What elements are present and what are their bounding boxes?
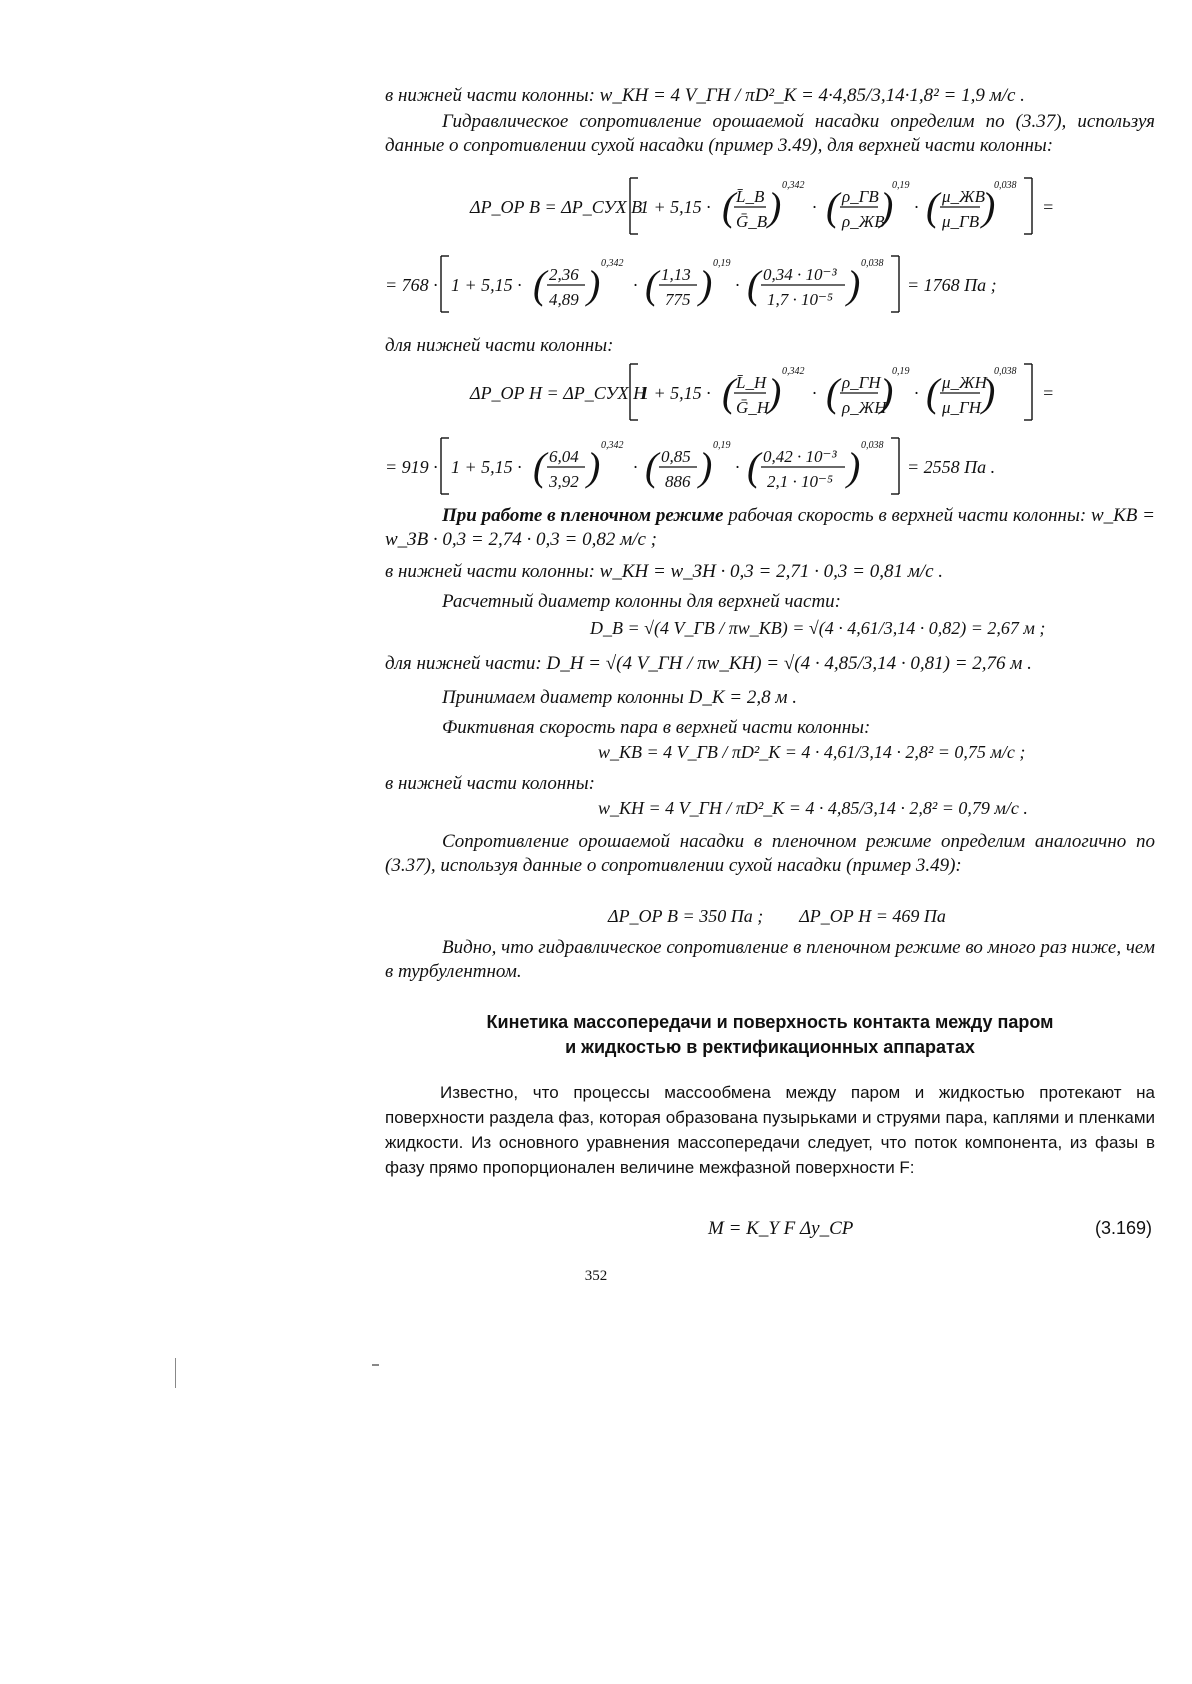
eq1-eq: =	[1042, 197, 1055, 217]
eq1b-prefix: = 768 ·	[385, 275, 438, 295]
eq1b-f2d: 775	[665, 290, 691, 309]
svg-text:(: (	[722, 370, 736, 415]
eq2-e2: 0,19	[892, 366, 910, 377]
eq1b-e3: 0,038	[861, 258, 884, 269]
equation-resistance-values	[608, 906, 946, 927]
text-calc-diameter	[385, 590, 1155, 614]
calc-diameter-text: Расчетный диаметр колонны для верхней части:	[442, 591, 842, 612]
svg-text:(: (	[747, 262, 761, 307]
svg-text:): )	[587, 444, 601, 489]
svg-text:·: ·	[914, 383, 919, 403]
section-heading-line1: Кинетика массопередачи и поверхность контакта между паром	[486, 1012, 1054, 1032]
eq2-f1n: L̄_Н	[736, 373, 767, 392]
equation-upper-symbolic	[440, 172, 1140, 242]
eq1-coef: 1 + 5,15 ·	[640, 197, 711, 217]
eq2b-e1: 0,342	[601, 440, 624, 451]
paren: (	[722, 184, 736, 229]
paragraph-hydraulic-resistance-text: Гидравлическое сопротивление орошаемой насадки определим по (3.37), используя данные о сопротивлении сухой насадки (пример 3.49), для верхней части колонны:	[385, 111, 1155, 156]
film-mode-bold: При работе в пленочном режиме	[442, 505, 724, 526]
eq2-eq: =	[1042, 383, 1055, 403]
svg-text:(: (	[645, 444, 659, 489]
eq1b-coef: 1 + 5,15 ·	[451, 275, 522, 295]
svg-text:·: ·	[812, 197, 817, 217]
eq1-f1n: L̄_В	[736, 187, 765, 206]
svg-text:(: (	[826, 184, 840, 229]
paragraph-film-mode	[385, 504, 1155, 552]
lower-part-label: для нижней части колонны:	[385, 335, 614, 356]
eq2b-f2d: 886	[665, 472, 691, 491]
text-fictive-lower-label	[385, 772, 1155, 796]
svg-text:(: (	[533, 444, 547, 489]
equation-number: (3.169)	[1094, 1218, 1152, 1238]
svg-text:·: ·	[633, 275, 638, 295]
svg-text:): )	[847, 444, 861, 489]
svg-text:·: ·	[735, 275, 740, 295]
eq2b-e3: 0,038	[861, 440, 884, 451]
svg-text:): )	[768, 370, 782, 415]
text-diameter-lower	[385, 652, 1155, 676]
eq1b-f3n: 0,34 · 10⁻³	[763, 265, 837, 284]
equation-lower-symbolic	[440, 358, 1140, 428]
scan-artifact-line	[175, 1358, 176, 1388]
svg-text:·: ·	[735, 457, 740, 477]
svg-text:): )	[768, 184, 782, 229]
text-fictive-velocity	[385, 716, 1155, 740]
eq2-lhs: ΔP_ОР Н = ΔP_СУХ Н	[470, 383, 647, 403]
equation-lower-numeric	[385, 432, 1125, 502]
eq1b-f2n: 1,13	[661, 265, 691, 284]
eq2-f2n: ρ_ГН	[842, 373, 881, 392]
section-heading	[385, 1010, 1155, 1060]
paragraph-mass-transfer	[385, 1080, 1155, 1180]
conclusion-text: Видно, что гидравлическое сопротивление в пленочном режиме во много раз ниже, чем в турбулентном.	[385, 937, 1155, 982]
film-mode-rest: рабочая скорость в верхней части колонны: w_КВ = w_ЗВ · 0,3 = 2,74 · 0,3 = 0,82 м/с ;	[385, 505, 1156, 550]
eq2b-prefix: = 919 ·	[385, 457, 438, 477]
svg-text:): )	[847, 262, 861, 307]
svg-text:): )	[699, 262, 713, 307]
film-resistance-text: Сопротивление орошаемой насадки в пленочном режиме определим аналогично по (3.37), используя данные о сопротивлении сухой насадки (пример 3.49):	[385, 831, 1155, 876]
svg-text:(: (	[747, 444, 761, 489]
svg-text:): )	[880, 370, 894, 415]
equation-fictive-lower	[598, 798, 1028, 819]
fictive-lower-label: в нижней части колонны:	[385, 773, 595, 794]
paragraph-conclusion	[385, 936, 1155, 984]
resistance-values-text: ΔP_ОР В = 350 Па ; ΔP_ОР Н = 469 Па	[608, 906, 946, 926]
text-accept-diameter	[385, 686, 1155, 710]
film-lower-text: в нижней части колонны: w_КН = w_ЗН · 0,3 = 2,71 · 0,3 = 0,81 м/с .	[385, 561, 944, 582]
eq2b-f3d: 2,1 · 10⁻⁵	[767, 472, 833, 491]
eq2-f1d: Ḡ_Н	[736, 398, 770, 417]
svg-text:): )	[982, 184, 996, 229]
eq2-e1: 0,342	[782, 366, 805, 377]
text-film-lower	[385, 560, 1155, 584]
svg-text:·: ·	[633, 457, 638, 477]
eq2b-result: = 2558 Па .	[907, 457, 996, 477]
eq1-f3d: μ_ГВ	[942, 212, 980, 231]
svg-text:): )	[587, 262, 601, 307]
eq1-e2: 0,19	[892, 180, 910, 191]
eq2b-f3n: 0,42 · 10⁻³	[763, 447, 837, 466]
fictive-velocity-text: Фиктивная скорость пара в верхней части колонны:	[442, 717, 871, 738]
final-equation-text: M = K_Y F Δy_СР	[708, 1218, 854, 1239]
scan-artifact-dash	[372, 1364, 379, 1366]
svg-text:(: (	[645, 262, 659, 307]
paragraph-hydraulic-resistance	[385, 110, 1155, 158]
eq1-f3n: μ_ЖВ	[942, 187, 985, 206]
paragraph-film-resistance	[385, 830, 1155, 878]
fictive-upper-text: w_КВ = 4 V_ГВ / πD²_К = 4 · 4,61/3,14 · 2,8² = 0,75 м/с ;	[598, 742, 1026, 762]
eq2b-f1n: 6,04	[549, 447, 579, 466]
eq1-lhs: ΔP_ОР В = ΔP_СУХ В	[470, 197, 643, 217]
svg-text:·: ·	[812, 383, 817, 403]
section-heading-line2: и жидкостью в ректификационных аппаратах	[565, 1037, 975, 1057]
equation-final	[708, 1218, 853, 1240]
diameter-upper-text: D_В = √(4 V_ГВ / πw_КВ) = √(4 · 4,61/3,14 · 0,82) = 2,67 м ;	[590, 618, 1046, 638]
eq1-f1d: Ḡ_В	[736, 212, 768, 231]
svg-text:(: (	[826, 370, 840, 415]
eq2-f3n: μ_ЖН	[942, 373, 987, 392]
text-line-lower-velocity	[385, 84, 1155, 108]
eq1-e3: 0,038	[994, 180, 1017, 191]
equation-upper-numeric	[385, 250, 1125, 320]
equation-diameter-upper	[590, 618, 1045, 639]
eq2-e3: 0,038	[994, 366, 1017, 377]
eq2-f3d: μ_ГН	[942, 398, 981, 417]
eq2-coef: 1 + 5,15 ·	[640, 383, 711, 403]
svg-text:(: (	[533, 262, 547, 307]
mass-transfer-text: Известно, что процессы массообмена между паром и жидкостью протекают на поверхности раздела фаз, которая образована пузырьками и струями пара, каплями и пленками жидкости. Из основного уравнения массопередачи следует, что поток компонента, из фазы в фазу прямо пропорционален величине межфазной поверхности F:	[385, 1083, 1155, 1177]
svg-text:·: ·	[914, 197, 919, 217]
eq1b-e2: 0,19	[713, 258, 731, 269]
eq2b-f1d: 3,92	[549, 472, 579, 491]
fictive-lower-text: w_КН = 4 V_ГН / πD²_К = 4 · 4,85/3,14 · 2,8² = 0,79 м/с .	[598, 798, 1028, 818]
svg-text:): )	[880, 184, 894, 229]
svg-text:(: (	[926, 370, 940, 415]
svg-text:(: (	[926, 184, 940, 229]
eq1b-e1: 0,342	[601, 258, 624, 269]
eq1-f2d: ρ_ЖВ	[842, 212, 885, 231]
eq2b-e2: 0,19	[713, 440, 731, 451]
accept-diameter-text: Принимаем диаметр колонны D_К = 2,8 м .	[442, 687, 797, 708]
text-lower-part-label	[385, 334, 1155, 358]
eq1-f2n: ρ_ГВ	[842, 187, 879, 206]
svg-text:): )	[982, 370, 996, 415]
page-number: 352	[584, 1268, 608, 1284]
eq1b-f1n: 2,36	[549, 265, 579, 284]
eq1b-result: = 1768 Па ;	[907, 275, 997, 295]
eq1b-f3d: 1,7 · 10⁻⁵	[767, 290, 833, 309]
eq2b-f2n: 0,85	[661, 447, 691, 466]
diameter-lower-text: для нижней части: D_Н = √(4 V_ГН / πw_КН) = √(4 · 4,85/3,14 · 0,81) = 2,76 м .	[385, 653, 1032, 674]
text-lower-velocity: в нижней части колонны: w_КН = 4 V_ГН / πD²_К = 4·4,85/3,14·1,8² = 1,9 м/с .	[385, 85, 1025, 106]
eq2-f2d: ρ_ЖН	[842, 398, 887, 417]
equation-fictive-upper	[598, 742, 1025, 763]
eq2b-coef: 1 + 5,15 ·	[451, 457, 522, 477]
eq1-e1: 0,342	[782, 180, 805, 191]
svg-text:): )	[699, 444, 713, 489]
eq1b-f1d: 4,89	[549, 290, 579, 309]
